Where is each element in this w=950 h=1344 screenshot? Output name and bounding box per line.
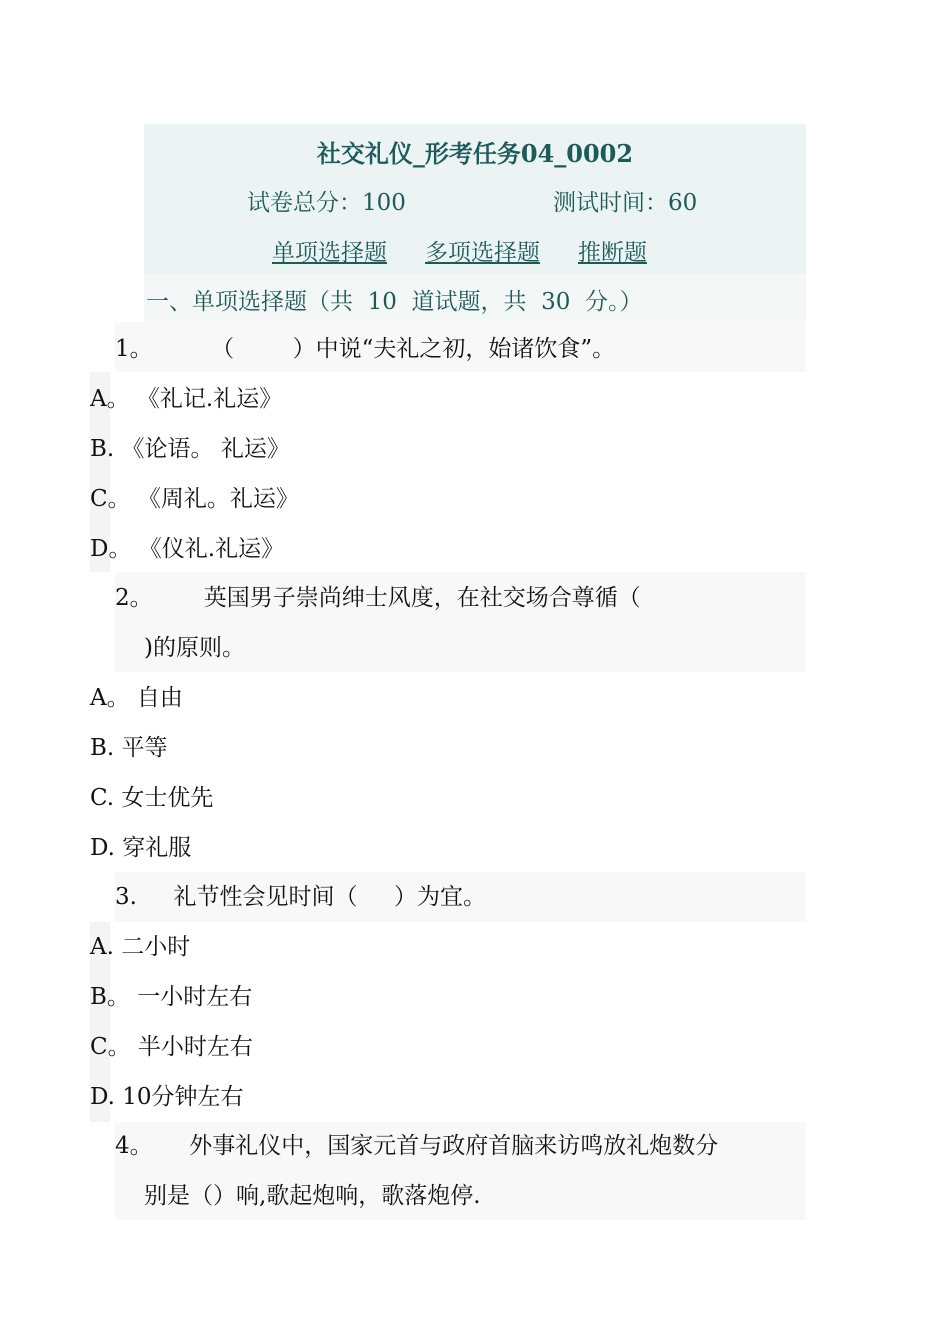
option-d[interactable]: D. 穿礼服 [90, 835, 192, 861]
option-b[interactable]: B. 平等 [90, 735, 168, 761]
section-title: 一、单项选择题（共 10 道试题，共 30 分。） [146, 289, 643, 315]
question-stem: 1。 （ ）中说“夫礼之初，始诸饮食”。 [115, 336, 616, 362]
exam-title: 社交礼仪_形考任务04_0002 [316, 139, 634, 168]
option-c[interactable]: C. 女士优先 [90, 785, 214, 811]
option-a[interactable]: A。 《礼记.礼运》 [90, 386, 283, 412]
total-score: 试卷总分：100 [247, 190, 406, 216]
option-b[interactable]: B。 一小时左右 [90, 984, 253, 1010]
option-c[interactable]: C。 《周礼。礼运》 [90, 486, 299, 512]
question-stem-continued: )的原则。 [144, 635, 245, 661]
option-c[interactable]: C。 半小时左右 [90, 1034, 253, 1060]
question-stem: 2。 英国男子崇尚绅士风度，在社交场合尊循（ [115, 585, 641, 611]
option-d[interactable]: D. 10分钟左右 [90, 1084, 244, 1110]
option-b[interactable]: B. 《论语。 礼运》 [90, 436, 290, 462]
nav-multi-choice-link[interactable]: 多项选择题 [425, 240, 540, 266]
option-a[interactable]: A。 自由 [90, 685, 183, 711]
test-time: 测试时间：60 [553, 190, 698, 216]
question-stem: 4。 外事礼仪中，国家元首与政府首脑来访鸣放礼炮数分 [115, 1133, 719, 1159]
question-stem: 3. 礼节性会见时间（ ）为宜。 [115, 884, 487, 910]
option-a[interactable]: A. 二小时 [90, 934, 191, 960]
option-d[interactable]: D。 《仪礼.礼运》 [90, 536, 285, 562]
question-stem-continued: 别是（）响,歌起炮响，歌落炮停. [144, 1183, 481, 1209]
nav-single-choice-link[interactable]: 单项选择题 [272, 240, 387, 266]
nav-judgment-link[interactable]: 推断题 [578, 240, 647, 266]
